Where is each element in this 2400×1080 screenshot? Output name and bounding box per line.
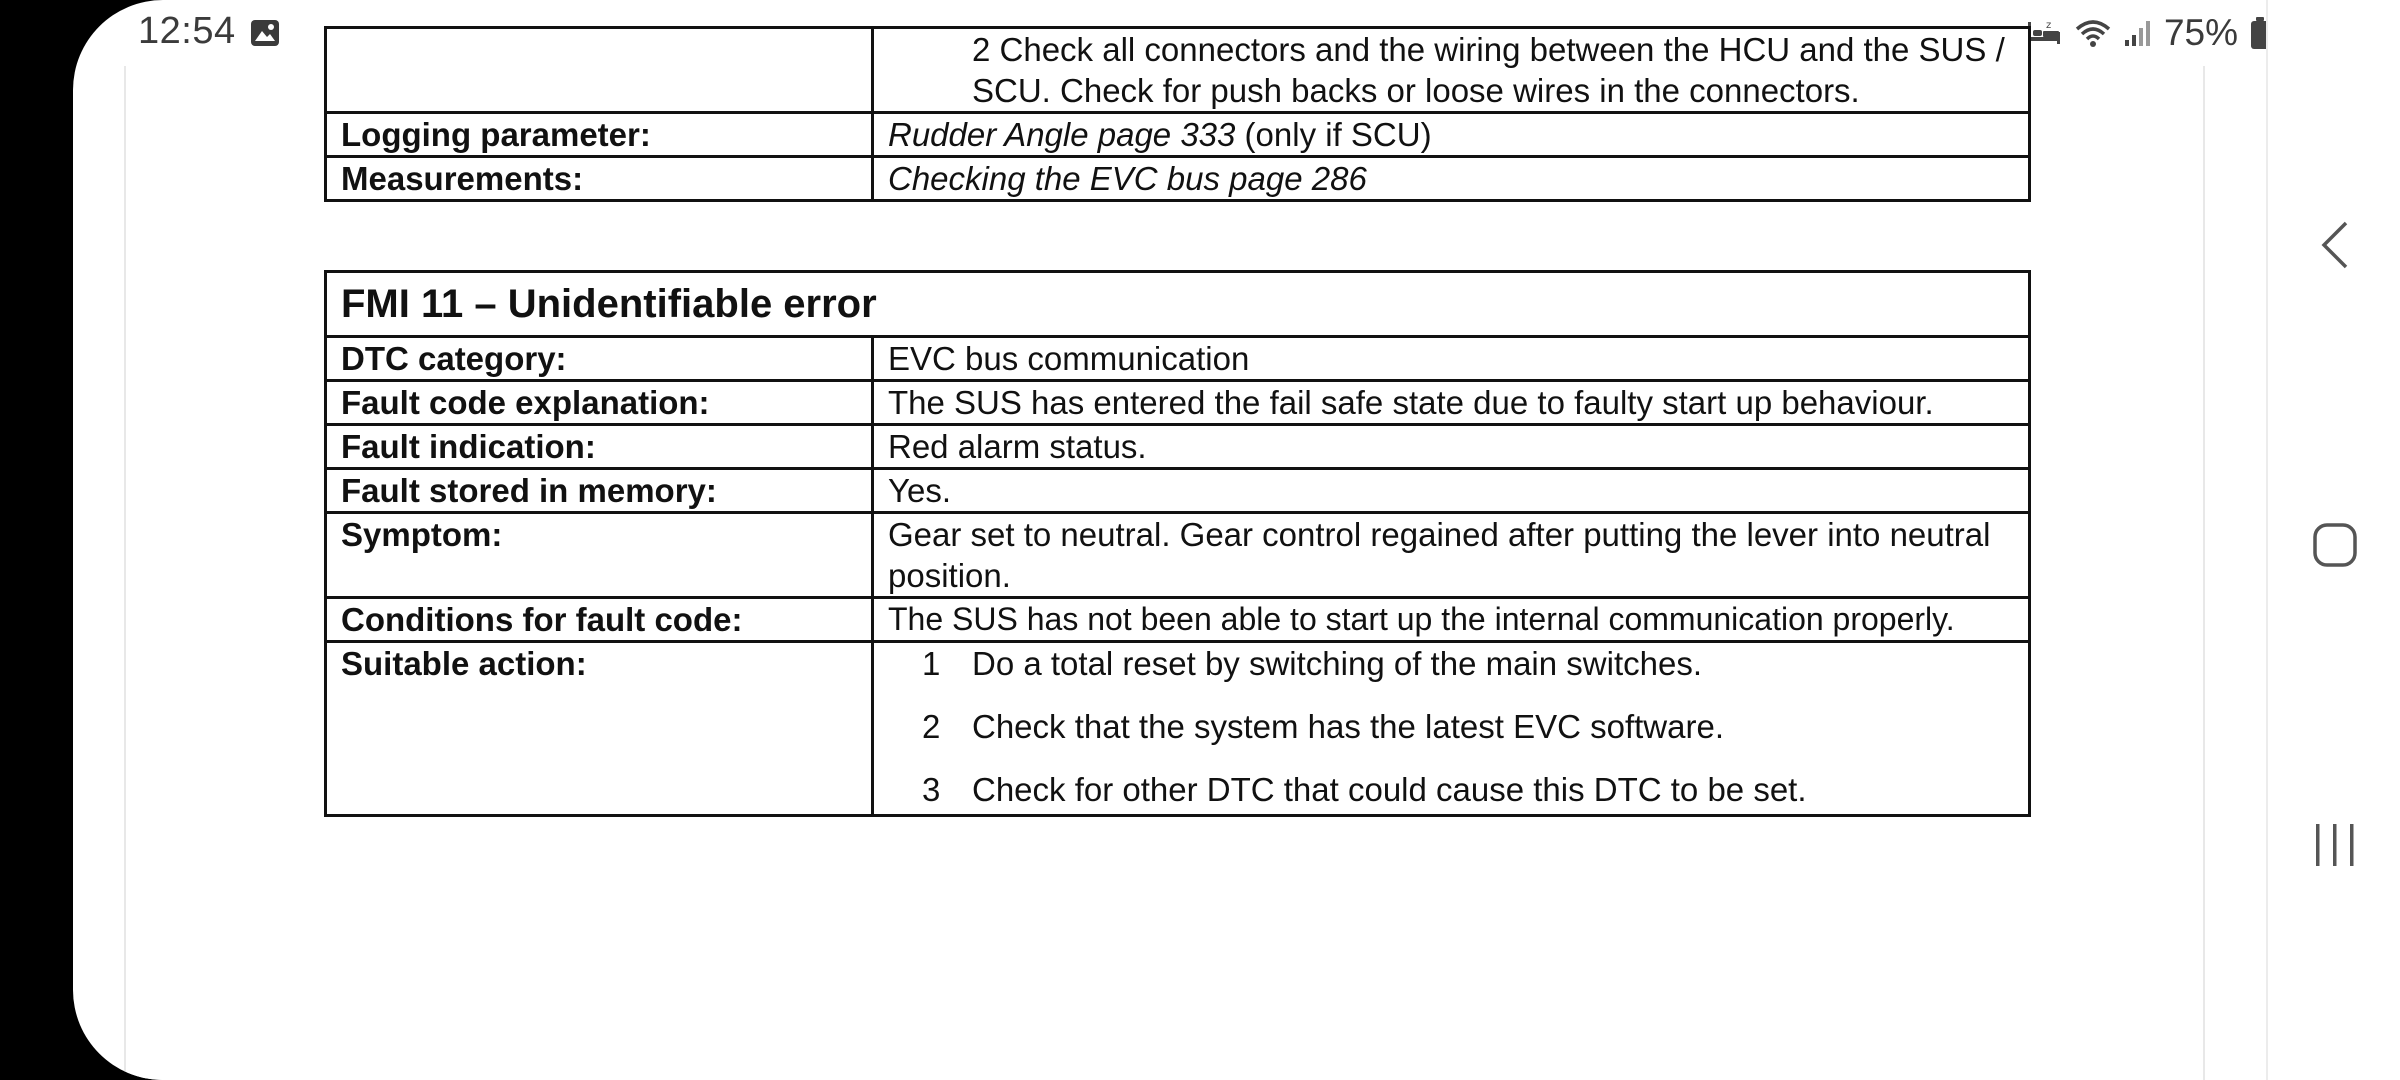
navigation-bar (2266, 0, 2400, 1080)
wifi-icon (2074, 18, 2112, 48)
table-row (326, 337, 2030, 381)
action-number: 1 (922, 645, 941, 682)
row-label: Measurements: (326, 157, 873, 201)
cut-off-line (888, 29, 2014, 70)
table-row (326, 469, 2030, 513)
table-cell (326, 28, 873, 113)
table-row (326, 381, 2030, 425)
recents-button[interactable] (2268, 800, 2400, 890)
svg-text:z: z (2045, 20, 2052, 31)
table-row (326, 598, 2030, 642)
recents-icon (2312, 822, 2358, 868)
list-item (888, 706, 2014, 747)
list-item (888, 643, 2014, 684)
action-text: Do a total reset by switching of the main switches. (972, 645, 1702, 682)
home-button[interactable] (2268, 500, 2400, 590)
row-value (873, 113, 2030, 157)
action-number: 3 (922, 771, 941, 808)
row-value: Gear set to neutral. Gear control regained after putting the lever into neutral position. (873, 513, 2030, 598)
table-row (326, 642, 2030, 816)
row-value: Red alarm status. (873, 425, 2030, 469)
link-text[interactable]: Checking the EVC bus page 286 (888, 160, 1367, 197)
table-row (326, 425, 2030, 469)
back-button[interactable] (2268, 200, 2400, 290)
row-value: The SUS has not been able to start up the internal communication properly. (873, 598, 2030, 642)
table-cell (873, 28, 2030, 113)
status-icons (2026, 10, 2270, 56)
action-list (873, 642, 2030, 816)
table-title-row (326, 272, 2030, 337)
row-label: Conditions for fault code: (326, 598, 873, 642)
action-number: 2 (922, 708, 941, 745)
previous-fault-table (324, 26, 2031, 202)
fmi-11-table (324, 270, 2031, 817)
row-label: DTC category: (326, 337, 873, 381)
back-icon (2318, 220, 2352, 270)
phone-screen (73, 0, 2400, 1080)
action-continuation: SCU. Check for push backs or loose wires in the connectors. (972, 72, 1860, 109)
row-value: EVC bus communication (873, 337, 2030, 381)
action-text: Check that the system has the latest EVC software. (972, 708, 1725, 745)
row-label: Fault stored in memory: (326, 469, 873, 513)
gallery-icon (250, 19, 280, 47)
link-text[interactable]: Rudder Angle page 333 (888, 116, 1236, 153)
row-value (873, 157, 2030, 201)
row-label: Logging parameter: (326, 113, 873, 157)
battery-percent: 75% (2163, 12, 2238, 53)
row-label: Suitable action: (326, 642, 873, 816)
table-row (326, 513, 2030, 598)
row-label: Fault indication: (326, 425, 873, 469)
home-icon (2312, 522, 2358, 568)
row-label: Fault code explanation: (326, 381, 873, 425)
action-text: Check for other DTC that could cause this DTC to be set. (972, 771, 1807, 808)
table-row (326, 28, 2030, 113)
row-label: Symptom: (326, 513, 873, 598)
table-row (326, 113, 2030, 157)
sleep-mode-icon (2026, 18, 2062, 48)
row-value: The SUS has entered the fail safe state due to faulty start up behaviour. (873, 381, 2030, 425)
value-suffix: (only if SCU) (1235, 116, 1432, 153)
table-title: FMI 11 – Unidentifiable error (326, 272, 2030, 337)
signal-icon (2124, 18, 2152, 48)
status-time: 12:54 (138, 10, 236, 52)
partial-action-text: 2 Check all connectors and the wiring between the HCU and the SUS / (972, 31, 2005, 68)
table-row (326, 157, 2030, 201)
row-value: Yes. (873, 469, 2030, 513)
list-item (888, 769, 2014, 810)
